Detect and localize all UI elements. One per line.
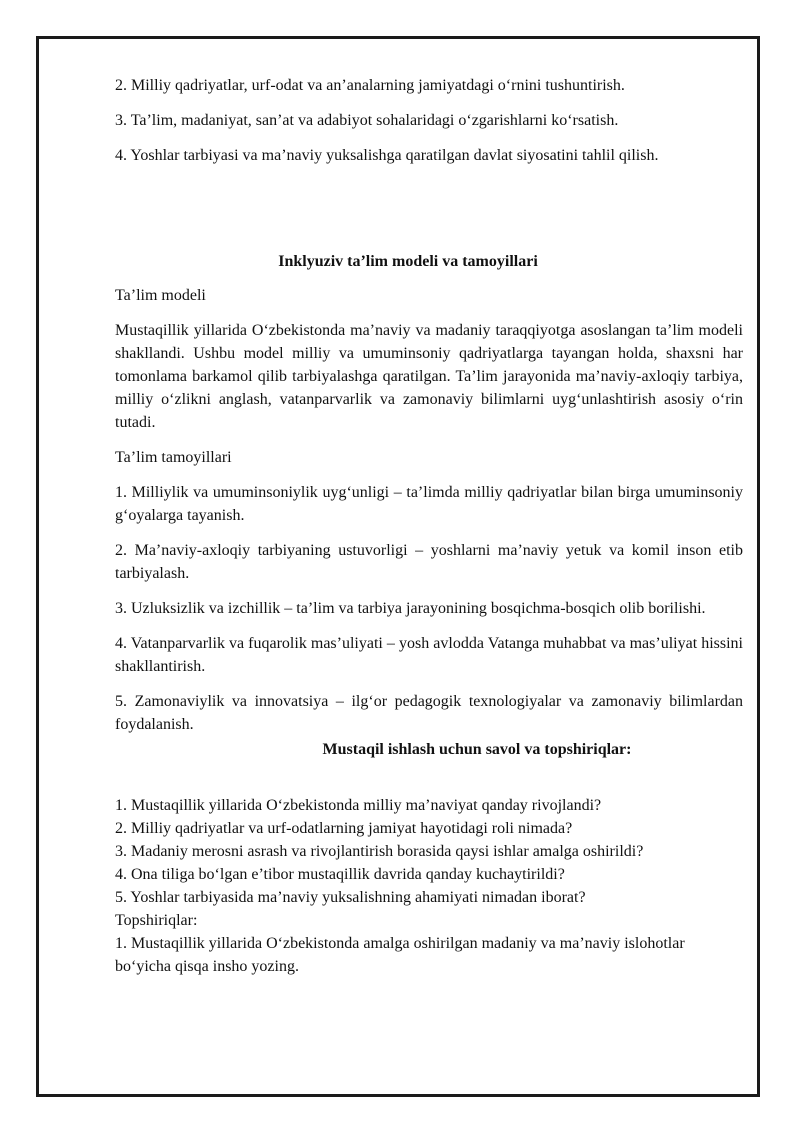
question-item: 5. Yoshlar tarbiyasida ma’naviy yuksalishning ahamiyati nimadan iborat? xyxy=(115,889,586,906)
question-item: 1. Mustaqillik yillarida O‘zbekistonda milliy ma’naviyat qanday rivojlandi? xyxy=(115,797,602,814)
principle-item: 5. Zamonaviylik va innovatsiya – ilg‘or pedagogik texnologiyalar va zamonaviy bilimlardan foydalanish. xyxy=(115,693,743,733)
questions-heading: Mustaqil ishlash uchun savol va topshiriqlar: xyxy=(322,741,632,758)
list-item: 2. Milliy qadriyatlar, urf-odat va an’analarning jamiyatdagi o‘rnini tushuntirish. xyxy=(115,77,625,94)
section-heading: Inklyuziv ta’lim modeli va tamoyillari xyxy=(278,253,538,270)
principle-item: 3. Uzluksizlik va izchillik – ta’lim va tarbiya jarayonining bosqichma-bosqich olib borilishi. xyxy=(115,600,706,617)
list-item: 3. Ta’lim, madaniyat, san’at va adabiyot sohalaridagi o‘zgarishlarni ko‘rsatish. xyxy=(115,112,619,129)
model-paragraph: Mustaqillik yillarida O‘zbekistonda ma’naviy va madaniy taraqqiyotga asoslangan ta’lim modeli shakllandi. Ushbu model milliy va umuminsoniy qadriyatlarga tayangan holda, shaxsni har tomonlama barkamol qilib tarbiyalashga qaratilgan. Ta’lim jarayonida ma’naviy-axloqiy tarbiya, milliy o‘zlikni anglash, vatanparvarlik va zamonaviy bilimlarni uyg‘unlashtirish asosiy o‘rin tutadi. xyxy=(115,322,743,431)
list-item: 4. Yoshlar tarbiyasi va ma’naviy yuksalishga qaratilgan davlat siyosatini tahlil qilish. xyxy=(115,147,659,164)
task-item: 1. Mustaqillik yillarida O‘zbekistonda amalga oshirilgan madaniy va ma’naviy islohotlar bo‘yicha qisqa insho yozing. xyxy=(115,935,685,975)
principle-item: 4. Vatanparvarlik va fuqarolik mas’uliyati – yosh avlodda Vatanga muhabbat va mas’uliyat hissini shakllantirish. xyxy=(115,635,743,675)
question-item: 2. Milliy qadriyatlar va urf-odatlarning jamiyat hayotidagi roli nimada? xyxy=(115,820,573,837)
tasks-label: Topshiriqlar: xyxy=(115,912,198,929)
question-item: 4. Ona tiliga bo‘lgan e’tibor mustaqillik davrida qanday kuchaytirildi? xyxy=(115,866,565,883)
principle-item: 1. Milliylik va umuminsoniylik uyg‘unligi – ta’limda milliy qadriyatlar bilan birga umuminsoniy g‘oyalarga tayanish. xyxy=(115,484,743,524)
subheading-model: Ta’lim modeli xyxy=(115,287,206,304)
principle-item: 2. Ma’naviy-axloqiy tarbiyaning ustuvorligi – yoshlarni ma’naviy yetuk va komil inson etib tarbiyalash. xyxy=(115,542,743,582)
subheading-principles: Ta’lim tamoyillari xyxy=(115,449,232,466)
question-item: 3. Madaniy merosni asrash va rivojlantirish borasida qaysi ishlar amalga oshirildi? xyxy=(115,843,644,860)
document-body xyxy=(115,74,743,978)
